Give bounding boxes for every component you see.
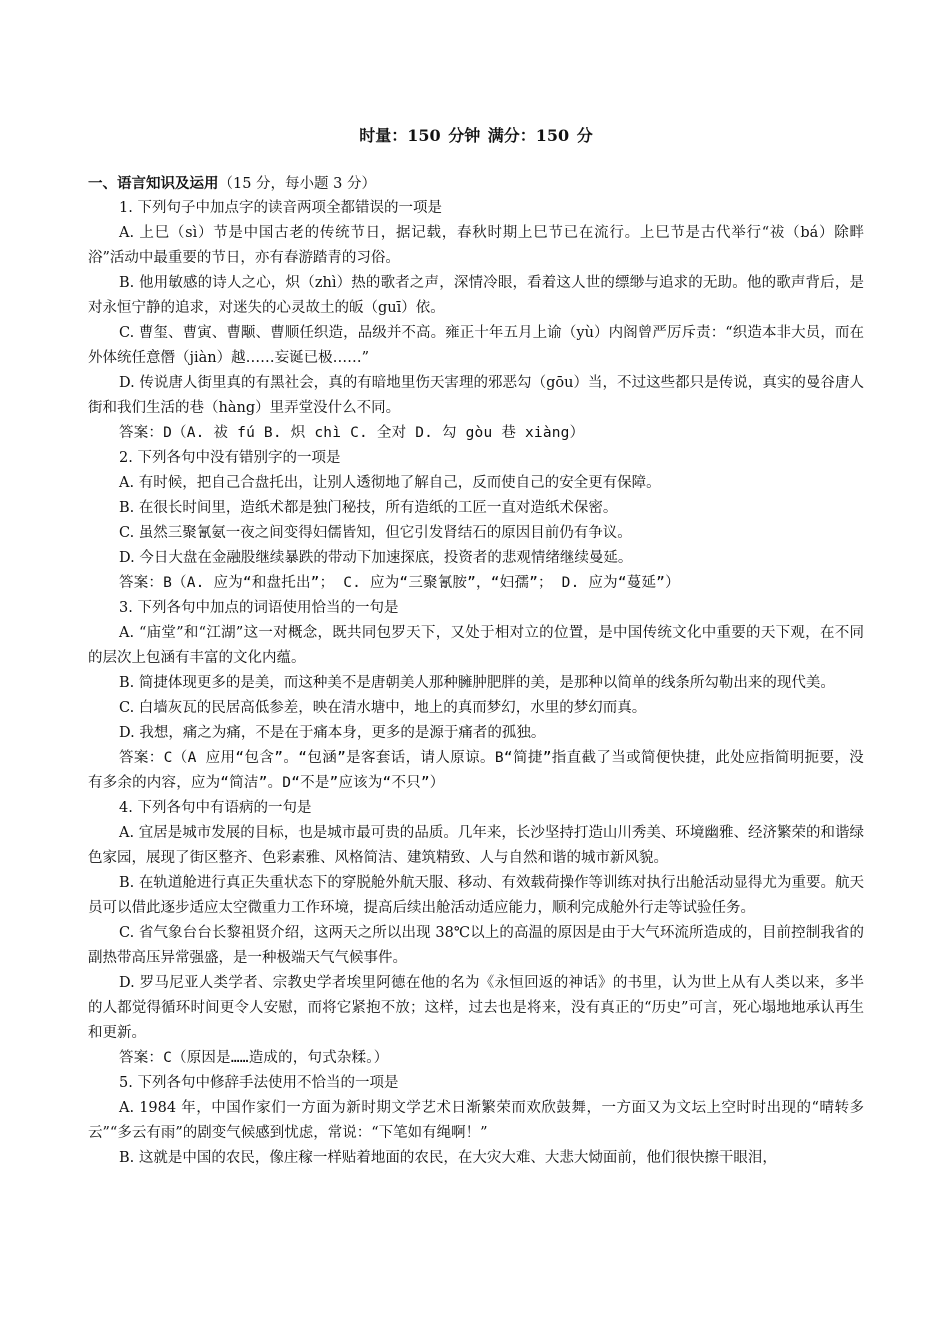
q4-answer: 答案：C（原因是……造成的，句式杂糅。） <box>119 1050 389 1066</box>
q3-option-b: B. 简捷体现更多的是美，而这种美不是唐朝美人那种臃肿肥胖的美，是那种以简单的线条所勾勒出来的现代美。 <box>119 675 835 691</box>
section-heading-bold: 一、语言知识及运用 <box>88 175 219 192</box>
q4-stem: 4. 下列各句中有语病的一句是 <box>119 800 312 816</box>
q5-stem: 5. 下列各句中修辞手法使用不恰当的一项是 <box>119 1075 399 1091</box>
q1-stem: 1. 下列句子中加点字的读音两项全都错误的一项是 <box>119 200 442 216</box>
q2-option-b: B. 在很长时间里，造纸术都是独门秘技，所有造纸的工匠一直对造纸术保密。 <box>119 500 618 516</box>
q4-option-c: C. 省气象台台长黎祖贤介绍，这两天之所以出现 38℃以上的高温的原因是由于大气环流所造成的，目前控制我省的副热带高压异常强盛，是一种极端天气气候事件。 <box>88 925 864 966</box>
q2-answer: 答案：B（A. 应为“和盘托出”； C. 应为“三聚氰胺”，“妇孺”； D. 应为“蔓延”） <box>119 575 680 591</box>
q2-option-a: A. 有时候，把自己合盘托出，让别人透彻地了解自己，反而使自己的安全更有保障。 <box>119 475 661 491</box>
q2-option-d: D. 今日大盘在金融股继续暴跌的带动下加速探底，投资者的悲观情绪继续曼延。 <box>119 550 633 566</box>
q2-option-c: C. 虽然三聚氰氨一夜之间变得妇儒皆知，但它引发肾结石的原因目前仍有争议。 <box>119 525 632 541</box>
q3-option-c: C. 白墙灰瓦的民居高低参差，映在清水塘中，地上的真而梦幻，水里的梦幻而真。 <box>119 700 647 716</box>
section-heading <box>88 171 864 196</box>
q3-stem: 3. 下列各句中加点的词语使用恰当的一句是 <box>119 600 399 616</box>
section-heading-note: （15 分，每小题 3 分） <box>218 176 377 192</box>
q5-option-a: A. 1984 年，中国作家们一方面为新时期文学艺术日渐繁荣而欢欣鼓舞，一方面又为文坛上空时时出现的“晴转多云”“多云有雨”的剧变气候感到忧虑，常说：“下笔如有绳啊！” <box>88 1100 864 1141</box>
q1-answer: 答案：D（A. 祓 fú B. 炽 chì C. 全对 D. 勾 gòu 巷 xiàng） <box>119 425 585 441</box>
q3-option-a: A. “庙堂”和“江湖”这一对概念，既共同包罗天下，又处于相对立的位置，是中国传统文化中重要的天下观，在不同的层次上包涵有丰富的文化内蕴。 <box>88 625 864 666</box>
q3-option-d: D. 我想，痛之为痛，不是在于痛本身，更多的是源于痛者的孤独。 <box>119 725 546 741</box>
q1-option-d: D. 传说唐人街里真的有黑社会，真的有暗地里伤天害理的邪恶勾（gōu）当，不过这些都只是传说，真实的曼谷唐人街和我们生活的巷（hàng）里弄堂没什么不同。 <box>88 375 864 416</box>
q2-stem: 2. 下列各句中没有错别字的一项是 <box>119 450 341 466</box>
q5-option-b: B. 这就是中国的农民，像庄稼一样贴着地面的农民，在大灾大难、大悲大恸面前，他们很快擦干眼泪， <box>119 1150 777 1166</box>
q1-option-a: A. 上巳（sì）节是中国古老的传统节日，据记载，春秋时期上巳节已在流行。上巳节是古代举行“祓（bá）除畔浴”活动中最重要的节日，亦有春游踏青的习俗。 <box>88 225 864 266</box>
q3-answer: 答案：C（A 应用“包含”。“包涵”是客套话，请人原谅。B“简捷”指直截了当或简便快捷，此处应指简明扼要，没有多余的内容，应为“简洁”。D“不是”应该为“不只”） <box>88 750 864 791</box>
q4-option-a: A. 宜居是城市发展的目标，也是城市最可贵的品质。几年来，长沙坚持打造山川秀美、环境幽雅、经济繁荣的和谐绿色家园，展现了街区整齐、色彩素雅、风格简洁、建筑精致、人与自然和谐的城市新风貌。 <box>88 825 864 866</box>
q1-option-b: B. 他用敏感的诗人之心，炽（zhì）热的歌者之声，深情冷眼，看着这人世的缥缈与追求的无助。他的歌声背后，是对永恒宁静的追求，对迷失的心灵故土的皈（guī）依。 <box>88 275 864 316</box>
q4-option-d: D. 罗马尼亚人类学者、宗教史学者埃里阿德在他的名为《永恒回返的神话》的书里，认为世上从有人类以来，多半的人都觉得循环时间更令人安慰，而将它紧抱不放；这样，过去也是将来，没有真正的“历史”可言，死心塌地地承认再生和更新。 <box>88 975 864 1041</box>
q4-option-b: B. 在轨道舱进行真正失重状态下的穿脱舱外航天服、移动、有效载荷操作等训练对执行出舱活动显得尤为重要。航天员可以借此逐步适应太空微重力工作环境，提高后续出舱活动适应能力，顺利完成舱外行走等试验任务。 <box>88 875 864 916</box>
q1-option-c: C. 曹玺、曹寅、曹颙、曹顺任织造，品级并不高。雍正十年五月上谕（yù）内阁曾严厉斥责：“织造本非大员，而在外体统任意僭（jiàn）越……妄诞已极……” <box>88 325 864 366</box>
page-title: 时量：150 分钟 满分：150 分 <box>359 126 593 145</box>
